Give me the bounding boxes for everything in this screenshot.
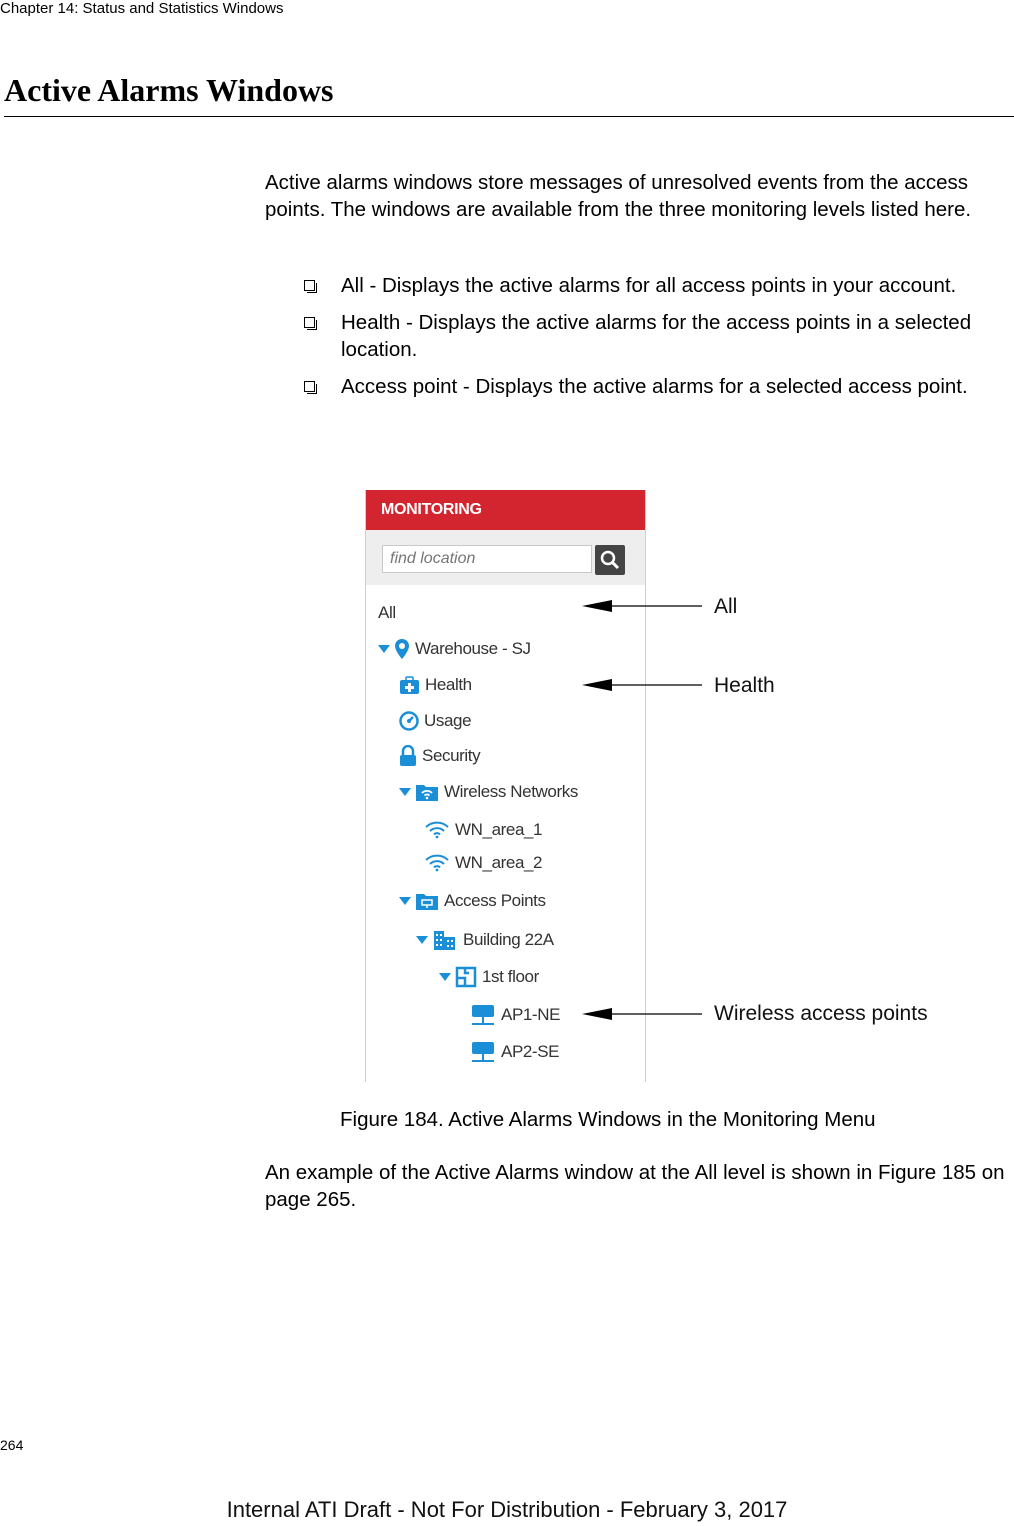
- checkbox-bullet-icon: [304, 280, 315, 291]
- search-bar: [366, 530, 645, 585]
- tree-item-health[interactable]: Health: [399, 675, 472, 695]
- expand-arrow-icon[interactable]: [416, 935, 428, 945]
- tree-item-floor[interactable]: 1st floor: [439, 966, 539, 988]
- running-header: Chapter 14: Status and Statistics Windows: [0, 0, 284, 17]
- checkbox-bullet-icon: [304, 381, 315, 392]
- tree-item-building[interactable]: Building 22A: [416, 929, 554, 951]
- tree-item-wireless-networks[interactable]: Wireless Networks: [399, 782, 578, 802]
- search-icon: [595, 545, 625, 575]
- location-pin-icon: [394, 638, 410, 660]
- monitoring-levels-list: [300, 272, 1000, 410]
- access-point-icon: [470, 1003, 496, 1027]
- figure-caption: Figure 184. Active Alarms Windows in the Monitoring Menu: [340, 1108, 876, 1131]
- access-point-folder-icon: [415, 891, 439, 911]
- search-button[interactable]: [595, 545, 625, 575]
- access-point-icon: [470, 1040, 496, 1064]
- tree-item-wn-area-2[interactable]: WN_area_2: [424, 853, 542, 873]
- health-kit-icon: [399, 676, 420, 695]
- tree-item-location[interactable]: Warehouse - SJ: [378, 638, 531, 660]
- tree-item-ap1[interactable]: AP1-NE: [470, 1003, 560, 1027]
- tree-item-access-points[interactable]: Access Points: [399, 891, 546, 911]
- section-title: Active Alarms Windows: [4, 72, 334, 108]
- callout-label-all: All: [714, 595, 738, 618]
- list-item: Access point - Displays the active alarms for a selected access point.: [300, 373, 1000, 400]
- tree-item-usage[interactable]: Usage: [399, 711, 471, 731]
- wifi-icon: [424, 854, 450, 872]
- callout-arrow-health: [582, 679, 702, 691]
- checkbox-bullet-icon: [304, 317, 315, 328]
- wifi-icon: [424, 821, 450, 839]
- lock-icon: [399, 745, 417, 767]
- wifi-folder-icon: [415, 782, 439, 802]
- callout-arrow-all: [582, 600, 702, 612]
- list-item: Health - Displays the active alarms for the access points in a selected location.: [300, 309, 1000, 363]
- callout-label-health: Health: [714, 674, 775, 697]
- tree-item-all[interactable]: All: [378, 603, 396, 622]
- expand-arrow-icon[interactable]: [399, 896, 411, 906]
- gauge-icon: [399, 711, 419, 731]
- expand-arrow-icon[interactable]: [378, 644, 390, 654]
- closing-paragraph: An example of the Active Alarms window at the All level is shown in Figure 185 on page 265.: [265, 1161, 1005, 1211]
- building-icon: [432, 929, 458, 951]
- tree-item-wn-area-1[interactable]: WN_area_1: [424, 820, 542, 840]
- intro-paragraph: Active alarms windows store messages of unresolved events from the access points. The windows are available from the three monitoring levels listed here.: [265, 171, 972, 221]
- title-divider: [4, 116, 1014, 117]
- find-location-input[interactable]: [382, 545, 592, 573]
- callout-label-access-points: Wireless access points: [714, 1002, 928, 1025]
- page-number: 264: [0, 1437, 24, 1453]
- tree-item-ap2[interactable]: AP2-SE: [470, 1040, 559, 1064]
- callout-arrows: [580, 595, 705, 1025]
- expand-arrow-icon[interactable]: [439, 972, 451, 982]
- tree-item-security[interactable]: Security: [399, 745, 480, 767]
- panel-title: MONITORING: [366, 490, 645, 530]
- floor-plan-icon: [455, 966, 477, 988]
- draft-footer: Internal ATI Draft - Not For Distribution - February 3, 2017: [226, 1497, 788, 1522]
- list-item: All - Displays the active alarms for all access points in your account.: [300, 272, 1000, 299]
- expand-arrow-icon[interactable]: [399, 787, 411, 797]
- callout-arrow-aps: [582, 1008, 702, 1020]
